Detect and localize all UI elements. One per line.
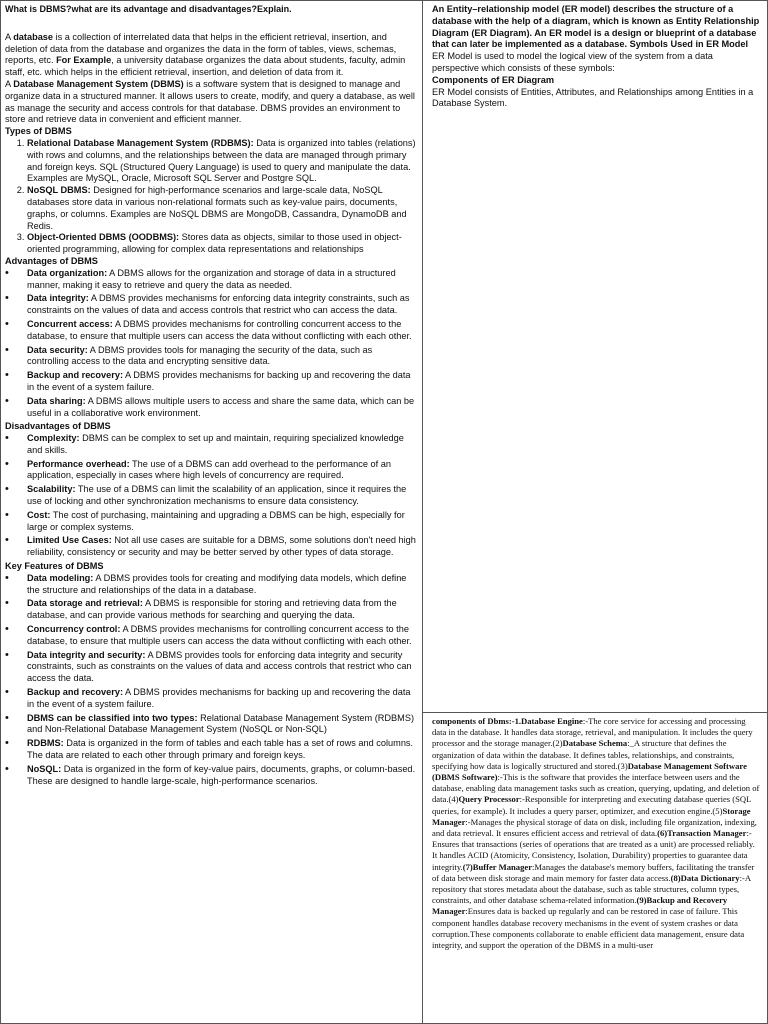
list-item: • Concurrent access: A DBMS provides mechanisms for controlling concurrent access to the database, to ensure that multiple users can access the data without conflicting with each other. [27, 319, 416, 343]
list-item: • Data modeling: A DBMS provides tools for creating and modifying data models, which define the structure and relationships of the data in a database. [27, 573, 416, 597]
er-intro: An Entity–relationship model (ER model) describes the structure of a database with the help of a diagram, which is known as Entity Relationship Diagram (ER Diagram). An ER model is a design or blueprint of a database that can later be implemented as a database. Symbols Used in ER Model [432, 4, 760, 50]
row-divider [422, 712, 768, 713]
advantages-heading: Advantages of DBMS [5, 255, 98, 266]
intro-paragraph-1: A database is a collection of interrelated data that helps in the efficient retrieval, insertion, and deletion of data from the database and organizes the data in the form of tables, views, schemas, reports, etc. For Example, a university database organizes the data about students, faculty, admin staff, etc. which helps in the efficient retrieval, insertion, and deletion of data from it. [5, 31, 406, 78]
features-heading: Key Features of DBMS [5, 561, 104, 572]
dbms-components-cell [432, 716, 760, 951]
list-item: 2. NoSQL DBMS: Designed for high-performance scenarios and large-scale data, NoSQL databases store data in various non-relational formats such as key-value pairs, documents, graphs, or columns. Examples are NoSQL DBMS are MongoDB, Cassandra, DynamoDB and Redis. [27, 185, 416, 232]
list-item: • Performance overhead: The use of a DBMS can add overhead to the performance of an application, especially in cases where high levels of concurrency are required. [27, 459, 416, 483]
list-item: • Concurrency control: A DBMS provides mechanisms for controlling concurrent access to the database, to ensure that multiple users can access the data without conflicting with each other. [27, 624, 416, 648]
er-paragraph-2: ER Model consists of Entities, Attributes, and Relationships among Entities in a Database System. [432, 86, 754, 109]
list-item: • Data integrity: A DBMS provides mechanisms for enforcing data integrity constraints, such as constraints on the values of data and access controls that restrict who can access the data. [27, 293, 416, 317]
features-list [5, 573, 416, 788]
list-item: • RDBMS: Data is organized in the form of tables and each table has a set of rows and columns. The data are related to each other through primary and foreign keys. [27, 738, 416, 762]
list-item: • Complexity: DBMS can be complex to set up and maintain, requiring specialized knowledge and skills. [27, 433, 416, 457]
er-paragraph-1: ER Model is used to model the logical view of the system from a data perspective which consists of these symbols: [432, 51, 713, 73]
list-item: • Scalability: The use of a DBMS can limit the scalability of an application, since it requires the use of locking and other synchronization mechanisms to ensure data consistency. [27, 484, 416, 508]
list-item: • DBMS can be classified into two types: Relational Database Management System (RDBMS) and Non-Relational Database Management System (NoSQL or Non-SQL) [27, 713, 416, 737]
components-paragraph: components of Dbms:-1.Database Engine:-The core service for accessing and processing data in the database. It handles data storage, retrieval, and manipulation. It includes the query processor and the storage manager.(2)Database Schema:_A structure that defines the organization of data within the database. It defines tables, relationships, and constraints, specifying how data is logically structured and stored.(3)Database Management Software (DBMS Software):-This is the software that provides the interface between users and the database, enabling data management tasks such as creation, querying, updating, and deletion of data.(4)Query Processor:-Responsible for interpreting and executing database queries (SQL queries, for example). It includes a query parser, optimizer, and execution engine.(5)Storage Manager:-Manages the physical storage of data on disk, including file organization, indexing, and data retrieval. It ensures efficient access and retrieval of data.(6)Transaction Manager:-Ensures that transactions (series of operations that are treated as a unit) are processed reliably. It handles ACID (Atomicity, Consistency, Isolation, Durability) properties to guarantee data integrity.(7)Buffer Manager:Manages the database's memory buffers, facilitating the transfer of data between disk storage and main memory for faster data access.(8)Data Dictionary:-A repository that stores metadata about the database, such as table structures, column types, constraints, and other database schema-related information.(9)Backup and Recovery Manager:Ensures data is backed up regularly and can be restored in case of failure. This component handles database recovery mechanisms in the event of system crashes or data corruption.These components collaborate to enable efficient data management, ensure data integrity, and support the operation of the DBMS in a multi-user [432, 716, 760, 951]
left-column [5, 4, 416, 789]
types-heading: Types of DBMS [5, 126, 72, 137]
list-item: • NoSQL: Data is organized in the form of key-value pairs, documents, graphs, or column-based. These are designed to handle large-scale, high-performance scenarios. [27, 764, 416, 788]
advantages-list [5, 268, 416, 420]
er-model-cell [432, 4, 760, 110]
list-item: 3. Object-Oriented DBMS (OODBMS): Stores data as objects, similar to those used in object-oriented programming, allowing for complex data representations and relationships [27, 232, 416, 256]
list-item: 1. Relational Database Management System (RDBMS): Data is organized into tables (relations) with rows and columns, and the relationships between the data are managed through primary and foreign keys. SQL (Structured Query Language) is used to query and manipulate the data. Examples are MySQL, Oracle, Microsoft SQL Server and Postgre SQL. [27, 138, 416, 185]
list-item: • Data integrity and security: A DBMS provides tools for enforcing data integrity and security constraints, such as constraints on the values of data and access controls that restrict who can access the data. [27, 650, 416, 685]
list-item: • Backup and recovery: A DBMS provides mechanisms for backing up and recovering the data in the event of a system failure. [27, 370, 416, 394]
list-item: • Limited Use Cases: Not all use cases are suitable for a DBMS, some solutions don't need high reliability, consistency or security and may be better served by other types of data storage. [27, 535, 416, 559]
intro-paragraph-2: A Database Management System (DBMS) is a software system that is designed to manage and organize data in a structured manner. It allows users to create, modify, and query a database, as well as manage the security and access controls for that database. DBMS provides an environment to store and retrieve data in convenient and efficient manner. [5, 78, 415, 125]
disadvantages-heading: Disadvantages of DBMS [5, 421, 111, 432]
question-title: What is DBMS?what are its advantage and disadvantages?Explain. [5, 4, 292, 14]
list-item: • Data sharing: A DBMS allows multiple users to access and share the same data, which can be useful in a collaborative work environment. [27, 396, 416, 420]
list-item: • Data storage and retrieval: A DBMS is responsible for storing and retrieving data from the database, and can provide various methods for searching and querying the data. [27, 598, 416, 622]
list-item: • Cost: The cost of purchasing, maintaining and upgrading a DBMS can be high, especially for large or complex systems. [27, 510, 416, 534]
list-item: • Backup and recovery: A DBMS provides mechanisms for backing up and recovering the data in the event of a system failure. [27, 687, 416, 711]
er-components-heading: Components of ER Diagram [432, 74, 554, 85]
types-list [5, 138, 416, 256]
column-divider [422, 0, 423, 1024]
list-item: • Data organization: A DBMS allows for the organization and storage of data in a structured manner, making it easy to retrieve and query the data as needed. [27, 268, 416, 292]
list-item: • Data security: A DBMS provides tools for managing the security of the data, such as controlling access to the data and encrypting sensitive data. [27, 345, 416, 369]
disadvantages-list [5, 433, 416, 559]
